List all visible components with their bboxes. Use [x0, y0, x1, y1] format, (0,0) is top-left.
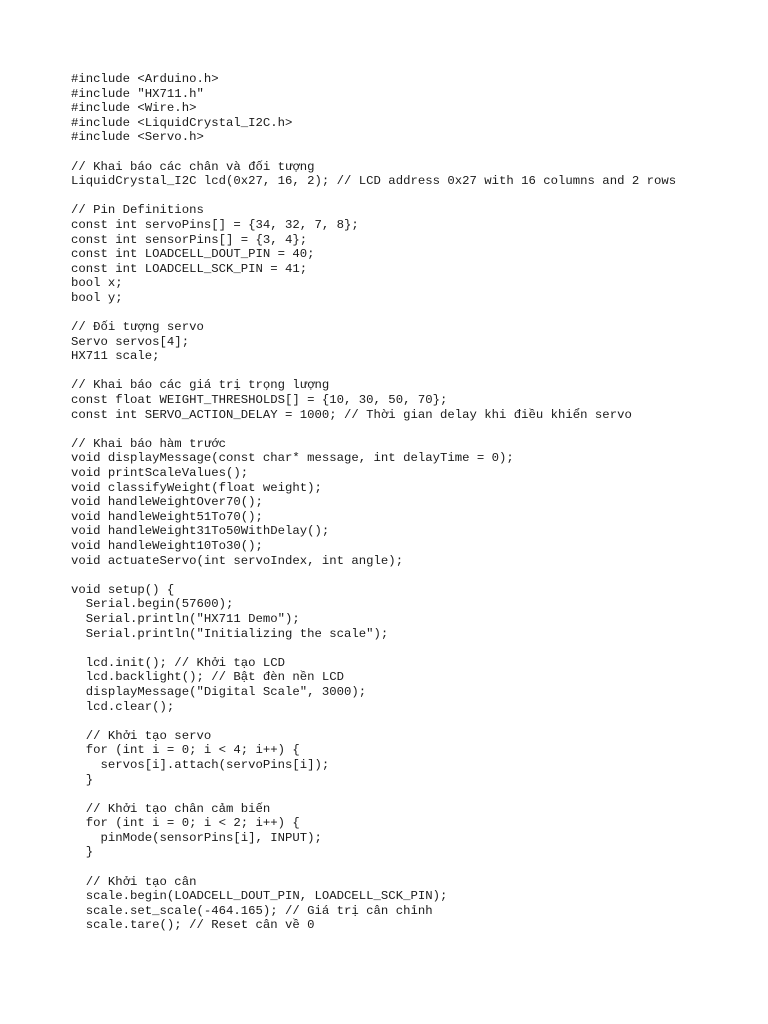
code-line: #include <Servo.h> [71, 130, 204, 145]
code-line: for (int i = 0; i < 2; i++) { [71, 816, 300, 831]
code-line: scale.begin(LOADCELL_DOUT_PIN, LOADCELL_SCK_PIN); [71, 889, 448, 904]
code-line: void displayMessage(const char* message, int delayTime = 0); [71, 451, 514, 466]
code-line: void handleWeight10To30(); [71, 539, 263, 553]
code-line: scale.tare(); // Reset cân về 0 [71, 918, 315, 933]
code-line: // Đối tượng servo [71, 320, 204, 335]
code-line: // Khai báo hàm trước [71, 436, 226, 451]
code-line [71, 568, 761, 583]
code-line: const int LOADCELL_DOUT_PIN = 40; [71, 247, 315, 262]
code-line [71, 145, 761, 160]
code-line: } [71, 772, 94, 787]
code-line: Serial.println("Initializing the scale"); [71, 626, 389, 641]
code-line: // Pin Definitions [71, 203, 204, 218]
code-line: scale.set_scale(-464.165); // Giá trị cân chỉnh [71, 903, 433, 918]
code-line: #include <Arduino.h> [71, 72, 219, 86]
code-line: Serial.begin(57600); [71, 597, 234, 612]
code-line: // Khai báo các giá trị trọng lượng [71, 378, 330, 393]
code-line [71, 306, 761, 321]
code-line: void classifyWeight(float weight); [71, 480, 322, 495]
code-line [71, 422, 761, 437]
code-line: const float WEIGHT_THRESHOLDS[] = {10, 30, 50, 70}; [71, 393, 448, 408]
code-listing [71, 72, 761, 933]
code-line: #include "HX711.h" [71, 86, 204, 101]
code-line: const int sensorPins[] = {3, 4}; [71, 232, 308, 247]
code-line: Serial.println("HX711 Demo"); [71, 611, 300, 626]
code-line [71, 641, 761, 656]
code-line: servos[i].attach(servoPins[i]); [71, 757, 330, 772]
code-line [71, 714, 761, 729]
code-line: Servo servos[4]; [71, 334, 190, 349]
code-line: const int SERVO_ACTION_DELAY = 1000; // Thời gian delay khi điều khiển servo [71, 407, 632, 422]
code-line: void setup() { [71, 582, 175, 597]
code-line: } [71, 845, 94, 860]
code-line: void handleWeightOver70(); [71, 495, 263, 510]
code-line: #include <LiquidCrystal_I2C.h> [71, 115, 293, 130]
code-line [71, 364, 761, 379]
code-line: bool y; [71, 290, 123, 305]
code-line: LiquidCrystal_I2C lcd(0x27, 16, 2); // LCD address 0x27 with 16 columns and 2 rows [71, 174, 677, 189]
code-line: HX711 scale; [71, 349, 160, 364]
code-line [71, 860, 761, 875]
code-line: void printScaleValues(); [71, 466, 249, 481]
code-line: for (int i = 0; i < 4; i++) { [71, 743, 300, 758]
code-line: lcd.backlight(); // Bật đèn nền LCD [71, 670, 345, 685]
code-line: const int LOADCELL_SCK_PIN = 41; [71, 261, 308, 276]
code-line: // Khởi tạo servo [71, 728, 212, 743]
code-line: lcd.clear(); [71, 699, 175, 714]
code-line: lcd.init(); // Khởi tạo LCD [71, 655, 286, 670]
code-line: void handleWeight51To70(); [71, 509, 263, 524]
code-line: void handleWeight31To50WithDelay(); [71, 524, 330, 539]
code-line: void actuateServo(int servoIndex, int angle); [71, 553, 404, 568]
code-line: bool x; [71, 276, 123, 291]
code-line: displayMessage("Digital Scale", 3000); [71, 684, 367, 699]
code-line: #include <Wire.h> [71, 101, 197, 116]
code-line: // Khởi tạo chân cảm biến [71, 801, 271, 816]
code-line [71, 189, 761, 204]
code-line: pinMode(sensorPins[i], INPUT); [71, 830, 322, 845]
code-line: // Khai báo các chân và đối tượng [71, 159, 315, 174]
code-line: // Khởi tạo cân [71, 874, 197, 889]
code-line [71, 787, 761, 802]
code-line: const int servoPins[] = {34, 32, 7, 8}; [71, 217, 359, 232]
